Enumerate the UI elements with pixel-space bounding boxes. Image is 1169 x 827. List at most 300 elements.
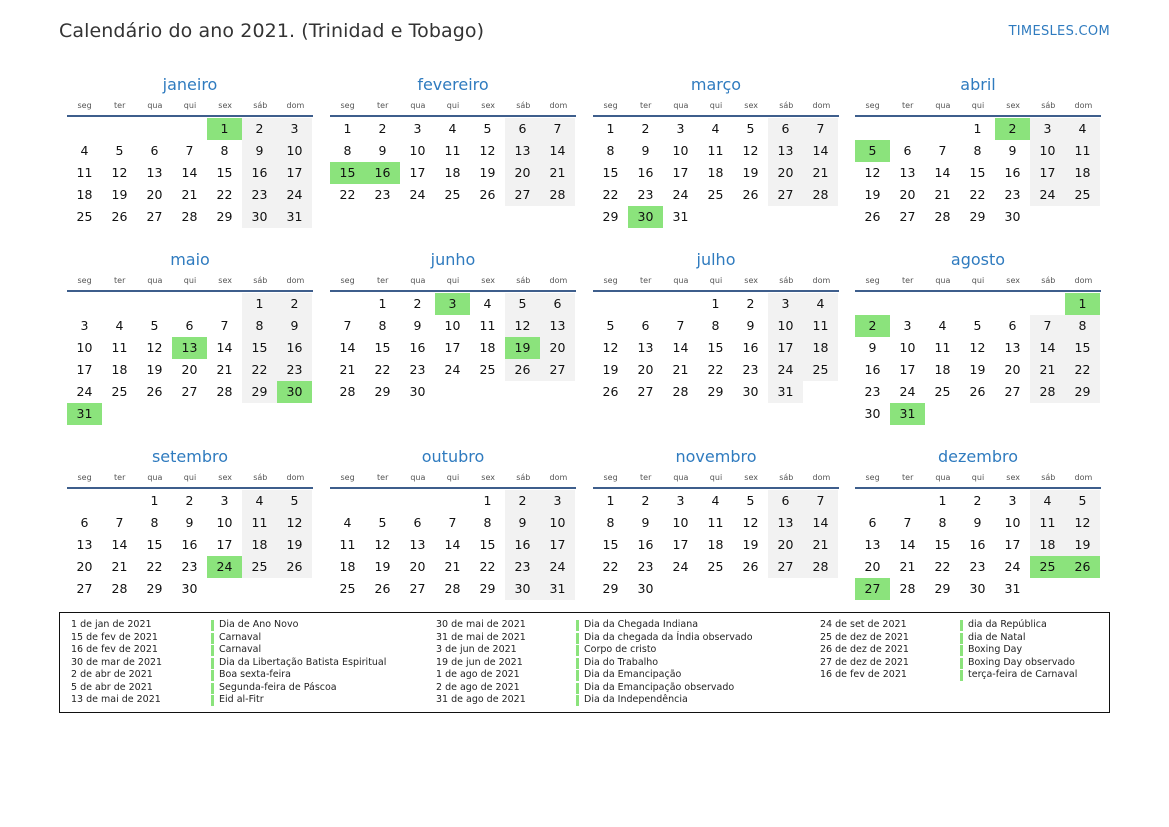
day-cell: 8 xyxy=(150,515,159,530)
holiday-marker xyxy=(960,620,963,631)
day-cell: 20 xyxy=(637,362,654,377)
legend-row xyxy=(820,644,1077,657)
holiday-marker xyxy=(576,620,579,631)
day-cell: 28 xyxy=(540,184,575,206)
holiday-marker xyxy=(211,620,214,631)
day-cell: 7 xyxy=(220,318,229,333)
legend-row xyxy=(820,669,1077,682)
holiday-marker xyxy=(576,658,579,669)
day-cell: 27 xyxy=(768,556,803,578)
month-junho xyxy=(330,247,576,403)
day-cell: 24 xyxy=(444,362,461,377)
weekday-label: sex xyxy=(481,101,495,110)
empty-cell xyxy=(102,403,137,425)
day-cell: 24 xyxy=(409,187,426,202)
day-cell: 24 xyxy=(768,359,803,381)
day-cell: 1 xyxy=(378,296,387,311)
day-cell: 16 xyxy=(242,162,277,184)
weekday-label: dom xyxy=(549,473,568,482)
day-cell: 29 xyxy=(707,384,724,399)
day-cell: 12 xyxy=(742,143,759,158)
weekday-label: ter xyxy=(377,473,389,482)
day-cell: 29 xyxy=(602,581,619,596)
empty-cell xyxy=(242,578,277,600)
legend-row xyxy=(436,682,753,695)
day-cell: 9 xyxy=(973,515,982,530)
month-divider xyxy=(330,115,576,117)
empty-cell xyxy=(540,381,575,403)
empty-cell xyxy=(172,118,207,140)
month-name: agosto xyxy=(950,250,1006,269)
day-cell: 20 xyxy=(540,337,575,359)
day-cell: 15 xyxy=(330,162,365,184)
day-cell: 25 xyxy=(76,209,93,224)
holiday-name: Dia da Independência xyxy=(584,694,688,705)
day-cell: 26 xyxy=(969,384,986,399)
day-cell: 10 xyxy=(409,143,426,158)
empty-cell xyxy=(925,403,960,425)
day-cell: 5 xyxy=(150,318,159,333)
day-cell: 12 xyxy=(602,340,619,355)
holiday-date: 13 de mai de 2021 xyxy=(71,694,161,705)
day-cell: 31 xyxy=(672,209,689,224)
weekday-header xyxy=(67,273,313,288)
weekday-label: dom xyxy=(286,276,305,285)
day-cell: 30 xyxy=(1004,209,1021,224)
weekday-label: qua xyxy=(673,276,689,285)
weekday-label: seg xyxy=(77,101,92,110)
holiday-marker xyxy=(576,645,579,656)
day-cell: 28 xyxy=(181,209,198,224)
day-cell: 30 xyxy=(409,384,426,399)
weekday-label: dom xyxy=(1074,101,1093,110)
empty-cell xyxy=(207,403,242,425)
day-cell: 14 xyxy=(216,340,233,355)
day-cell: 15 xyxy=(242,337,277,359)
day-cell: 11 xyxy=(934,340,951,355)
weekday-label: sáb xyxy=(1041,473,1056,482)
weekday-label: qui xyxy=(971,101,985,110)
day-cell: 24 xyxy=(540,556,575,578)
weekday-label: ter xyxy=(114,276,126,285)
month-maio xyxy=(67,247,313,425)
day-cell: 21 xyxy=(803,162,838,184)
holiday-date: 19 de jun de 2021 xyxy=(436,656,523,668)
day-cell: 12 xyxy=(479,143,496,158)
weekday-header xyxy=(855,470,1101,485)
month-name: junho xyxy=(430,250,476,269)
empty-cell xyxy=(102,490,137,512)
day-cell: 12 xyxy=(146,340,163,355)
empty-cell xyxy=(698,578,733,600)
weekday-label: qua xyxy=(935,276,951,285)
day-cell: 30 xyxy=(277,381,312,403)
holiday-name: Boxing Day xyxy=(968,644,1023,655)
day-cell: 6 xyxy=(540,293,575,315)
holiday-name: Boxing Day observado xyxy=(968,656,1075,668)
day-cell: 25 xyxy=(803,359,838,381)
day-cell: 5 xyxy=(973,318,982,333)
holiday-date: 16 de fev de 2021 xyxy=(820,669,907,680)
month-divider xyxy=(67,290,313,292)
day-cell: 22 xyxy=(339,187,356,202)
day-cell: 22 xyxy=(602,559,619,574)
weekday-header xyxy=(330,273,576,288)
day-cell: 26 xyxy=(602,384,619,399)
empty-cell xyxy=(470,381,505,403)
legend-row xyxy=(436,669,753,682)
weekday-label: dom xyxy=(812,473,831,482)
holiday-name: Dia do Trabalho xyxy=(584,656,659,668)
day-cell: 23 xyxy=(181,559,198,574)
weekday-header xyxy=(855,273,1101,288)
day-cell: 28 xyxy=(934,209,951,224)
day-cell: 3 xyxy=(1030,118,1065,140)
day-grid xyxy=(67,490,313,600)
weekday-header xyxy=(67,470,313,485)
day-grid xyxy=(67,293,313,425)
month-divider xyxy=(67,487,313,489)
month-novembro xyxy=(593,444,839,600)
day-grid xyxy=(67,118,313,228)
weekday-label: seg xyxy=(603,473,618,482)
empty-cell xyxy=(172,293,207,315)
day-cell: 5 xyxy=(483,121,492,136)
holiday-marker xyxy=(211,633,214,644)
day-cell: 19 xyxy=(742,165,759,180)
holiday-marker xyxy=(576,695,579,706)
day-cell: 15 xyxy=(602,165,619,180)
holiday-name: Dia da Libertação Batista Espiritual xyxy=(219,656,387,668)
day-cell: 10 xyxy=(540,512,575,534)
day-cell: 14 xyxy=(803,140,838,162)
day-cell: 31 xyxy=(67,403,102,425)
month-julho xyxy=(593,247,839,403)
weekday-label: ter xyxy=(377,276,389,285)
weekday-label: sex xyxy=(218,473,232,482)
day-cell: 1 xyxy=(150,493,159,508)
day-cell: 10 xyxy=(672,515,689,530)
holiday-marker xyxy=(576,670,579,681)
day-cell: 1 xyxy=(938,493,947,508)
day-cell: 6 xyxy=(1008,318,1017,333)
day-cell: 20 xyxy=(409,559,426,574)
day-cell: 21 xyxy=(216,362,233,377)
day-cell: 14 xyxy=(181,165,198,180)
day-cell: 7 xyxy=(803,490,838,512)
day-cell: 5 xyxy=(746,493,755,508)
day-cell: 9 xyxy=(1008,143,1017,158)
holiday-marker xyxy=(960,645,963,656)
day-cell: 27 xyxy=(899,209,916,224)
day-cell: 18 xyxy=(707,165,724,180)
day-cell: 15 xyxy=(216,165,233,180)
day-cell: 2 xyxy=(378,121,387,136)
weekday-label: sáb xyxy=(516,276,531,285)
day-cell: 29 xyxy=(602,209,619,224)
empty-cell xyxy=(435,490,470,512)
month-divider xyxy=(67,115,313,117)
day-cell: 23 xyxy=(969,559,986,574)
weekday-label: sáb xyxy=(1041,276,1056,285)
day-cell: 7 xyxy=(803,118,838,140)
holiday-marker xyxy=(211,683,214,694)
weekday-label: qua xyxy=(935,473,951,482)
day-cell: 28 xyxy=(803,556,838,578)
day-cell: 6 xyxy=(150,143,159,158)
day-cell: 15 xyxy=(146,537,163,552)
day-cell: 21 xyxy=(672,362,689,377)
day-cell: 11 xyxy=(1065,140,1100,162)
day-cell: 3 xyxy=(220,493,229,508)
weekday-label: sex xyxy=(744,101,758,110)
holiday-marker xyxy=(211,658,214,669)
day-cell: 20 xyxy=(864,559,881,574)
weekday-label: sáb xyxy=(253,276,268,285)
day-cell: 29 xyxy=(146,581,163,596)
day-cell: 16 xyxy=(1004,165,1021,180)
empty-cell xyxy=(960,293,995,315)
day-cell: 1 xyxy=(242,293,277,315)
day-cell: 16 xyxy=(409,340,426,355)
site-link[interactable]: TIMESLES.COM xyxy=(1008,24,1110,39)
day-cell: 13 xyxy=(76,537,93,552)
weekday-label: dom xyxy=(812,101,831,110)
holiday-date: 25 de dez de 2021 xyxy=(820,631,909,643)
empty-cell xyxy=(628,293,663,315)
day-cell: 28 xyxy=(444,581,461,596)
day-cell: 30 xyxy=(637,581,654,596)
weekday-label: seg xyxy=(340,101,355,110)
day-cell: 27 xyxy=(855,578,890,600)
holiday-name: dia da República xyxy=(968,619,1047,630)
day-cell: 18 xyxy=(934,362,951,377)
day-cell: 7 xyxy=(676,318,685,333)
day-cell: 1 xyxy=(606,493,615,508)
day-cell: 29 xyxy=(216,209,233,224)
weekday-label: qui xyxy=(971,473,985,482)
day-cell: 19 xyxy=(505,337,540,359)
weekday-label: seg xyxy=(340,473,355,482)
empty-cell xyxy=(995,293,1030,315)
day-cell: 13 xyxy=(899,165,916,180)
empty-cell xyxy=(102,118,137,140)
weekday-label: sáb xyxy=(779,473,794,482)
day-cell: 1 xyxy=(606,121,615,136)
day-cell: 20 xyxy=(505,162,540,184)
day-cell: 16 xyxy=(864,362,881,377)
day-cell: 28 xyxy=(1030,381,1065,403)
month-abril xyxy=(855,72,1101,228)
empty-cell xyxy=(663,578,698,600)
legend-row xyxy=(820,632,1077,645)
day-cell: 25 xyxy=(339,581,356,596)
weekday-label: dom xyxy=(286,473,305,482)
day-cell: 16 xyxy=(637,537,654,552)
holiday-name: Dia da Chegada Indiana xyxy=(584,619,699,630)
day-cell: 17 xyxy=(899,362,916,377)
day-cell: 10 xyxy=(444,318,461,333)
day-cell: 27 xyxy=(76,581,93,596)
day-cell: 7 xyxy=(1030,315,1065,337)
empty-cell xyxy=(855,118,890,140)
legend-row xyxy=(436,657,753,670)
empty-cell xyxy=(1065,578,1100,600)
day-cell: 2 xyxy=(505,490,540,512)
day-cell: 2 xyxy=(641,121,650,136)
day-cell: 26 xyxy=(742,559,759,574)
holiday-date: 1 de ago de 2021 xyxy=(436,669,520,680)
empty-cell xyxy=(1065,206,1100,228)
day-cell: 9 xyxy=(505,512,540,534)
month-name: março xyxy=(690,75,742,94)
day-cell: 27 xyxy=(409,581,426,596)
day-cell: 11 xyxy=(111,340,128,355)
day-cell: 1 xyxy=(483,493,492,508)
weekday-label: sáb xyxy=(253,473,268,482)
weekday-label: sex xyxy=(1006,101,1020,110)
day-cell: 13 xyxy=(172,337,207,359)
day-cell: 3 xyxy=(277,118,312,140)
day-cell: 1 xyxy=(711,296,720,311)
day-cell: 12 xyxy=(374,537,391,552)
empty-cell xyxy=(1030,403,1065,425)
month-divider xyxy=(593,115,839,117)
day-grid xyxy=(330,490,576,600)
day-cell: 2 xyxy=(277,293,312,315)
day-cell: 18 xyxy=(339,559,356,574)
holiday-name: Eid al-Fitr xyxy=(219,694,264,705)
empty-cell xyxy=(365,490,400,512)
day-cell: 19 xyxy=(969,362,986,377)
day-cell: 9 xyxy=(242,140,277,162)
month-outubro xyxy=(330,444,576,600)
day-cell: 31 xyxy=(277,206,312,228)
weekday-header xyxy=(330,98,576,113)
day-cell: 19 xyxy=(277,534,312,556)
day-cell: 3 xyxy=(413,121,422,136)
day-cell: 11 xyxy=(242,512,277,534)
holiday-date: 1 de jan de 2021 xyxy=(71,619,152,630)
day-cell: 3 xyxy=(768,293,803,315)
day-cell: 2 xyxy=(185,493,194,508)
weekday-label: sáb xyxy=(516,101,531,110)
day-cell: 17 xyxy=(672,537,689,552)
day-cell: 20 xyxy=(768,534,803,556)
empty-cell xyxy=(400,490,435,512)
empty-cell xyxy=(242,403,277,425)
day-cell: 23 xyxy=(277,359,312,381)
day-grid xyxy=(855,118,1101,228)
day-cell: 12 xyxy=(277,512,312,534)
empty-cell xyxy=(803,206,838,228)
day-cell: 21 xyxy=(339,362,356,377)
legend-row xyxy=(71,644,386,657)
day-cell: 5 xyxy=(746,121,755,136)
day-cell: 27 xyxy=(637,384,654,399)
day-cell: 21 xyxy=(444,559,461,574)
month-name: abril xyxy=(960,75,996,94)
day-cell: 4 xyxy=(803,293,838,315)
day-cell: 5 xyxy=(855,140,890,162)
day-cell: 23 xyxy=(742,362,759,377)
day-cell: 19 xyxy=(479,165,496,180)
day-cell: 14 xyxy=(1030,337,1065,359)
empty-cell xyxy=(172,403,207,425)
day-cell: 7 xyxy=(540,118,575,140)
day-cell: 4 xyxy=(343,515,352,530)
weekday-label: qui xyxy=(709,101,723,110)
month-fevereiro xyxy=(330,72,576,206)
day-cell: 12 xyxy=(864,165,881,180)
day-cell: 9 xyxy=(378,143,387,158)
day-cell: 23 xyxy=(864,384,881,399)
day-cell: 30 xyxy=(242,206,277,228)
weekday-label: qui xyxy=(183,101,197,110)
holiday-date: 5 de abr de 2021 xyxy=(71,681,153,693)
month-divider xyxy=(855,115,1101,117)
day-cell: 18 xyxy=(1030,534,1065,556)
holiday-name: Segunda-feira de Páscoa xyxy=(219,681,337,693)
day-cell: 7 xyxy=(448,515,457,530)
day-cell: 24 xyxy=(1030,184,1065,206)
day-cell: 3 xyxy=(676,493,685,508)
day-cell: 15 xyxy=(602,537,619,552)
empty-cell xyxy=(890,490,925,512)
day-cell: 22 xyxy=(934,559,951,574)
day-cell: 17 xyxy=(540,534,575,556)
legend-row xyxy=(436,632,753,645)
weekday-label: qui xyxy=(446,101,460,110)
day-cell: 15 xyxy=(1065,337,1100,359)
day-cell: 30 xyxy=(742,384,759,399)
weekday-label: ter xyxy=(640,101,652,110)
holiday-date: 30 de mai de 2021 xyxy=(436,619,526,630)
holiday-marker xyxy=(576,683,579,694)
day-cell: 4 xyxy=(938,318,947,333)
day-cell: 28 xyxy=(803,184,838,206)
month-name: setembro xyxy=(151,447,229,466)
legend-row xyxy=(820,619,1077,632)
day-cell: 26 xyxy=(374,581,391,596)
month-name: fevereiro xyxy=(417,75,489,94)
holiday-date: 16 de fev de 2021 xyxy=(71,644,158,655)
empty-cell xyxy=(925,118,960,140)
day-cell: 18 xyxy=(76,187,93,202)
day-cell: 20 xyxy=(1004,362,1021,377)
weekday-label: seg xyxy=(603,276,618,285)
day-cell: 18 xyxy=(479,340,496,355)
legend-row xyxy=(71,682,386,695)
day-cell: 19 xyxy=(864,187,881,202)
holiday-name: terça-feira de Carnaval xyxy=(968,669,1078,680)
day-cell: 3 xyxy=(676,121,685,136)
day-cell: 19 xyxy=(146,362,163,377)
empty-cell xyxy=(995,403,1030,425)
day-cell: 24 xyxy=(672,559,689,574)
day-cell: 25 xyxy=(934,384,951,399)
day-cell: 6 xyxy=(413,515,422,530)
day-cell: 22 xyxy=(216,187,233,202)
day-cell: 4 xyxy=(711,493,720,508)
day-cell: 21 xyxy=(181,187,198,202)
weekday-label: sex xyxy=(1006,276,1020,285)
weekday-label: ter xyxy=(902,473,914,482)
day-cell: 2 xyxy=(855,315,890,337)
empty-cell xyxy=(925,293,960,315)
day-cell: 8 xyxy=(343,143,352,158)
day-cell: 29 xyxy=(934,581,951,596)
